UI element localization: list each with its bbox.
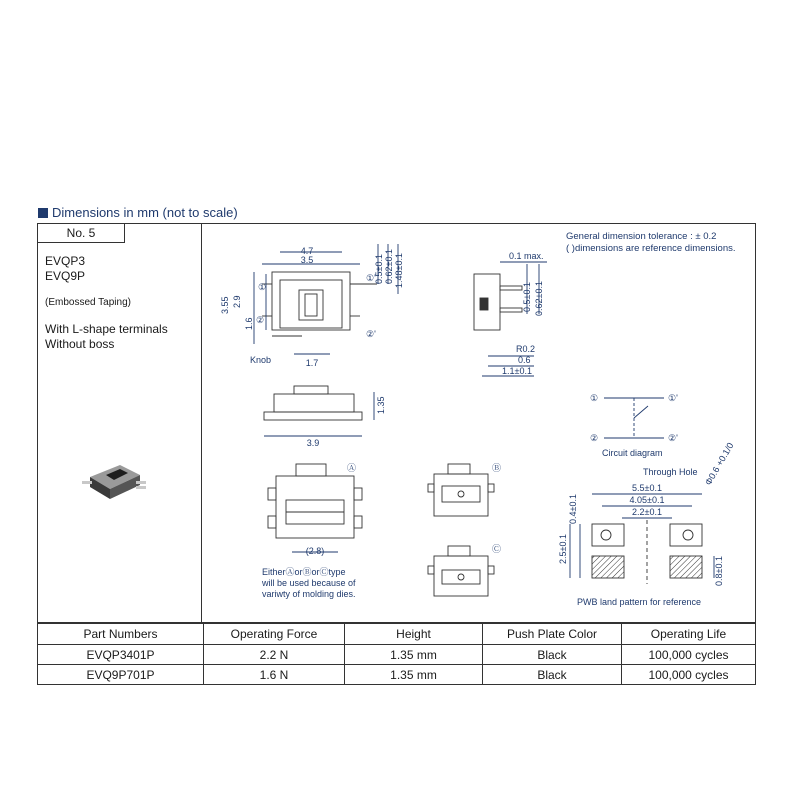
dim-label: 0.62±0.1 [384,249,394,284]
dim-label: 0.6 [518,355,531,365]
circuit-caption: Circuit diagram [602,448,663,458]
terminal-label: ② [590,433,599,443]
dim-label: 1.48±0.1 [394,253,404,288]
column-header: Height [345,624,483,645]
dim-label: 2.2±0.1 [632,507,662,517]
type-note-line: EitherⒶorⒷorⒸtype [262,567,346,577]
table-cell: Black [483,645,622,665]
dim-label: 0.4±0.1 [568,494,578,524]
table-header-row [38,624,756,645]
table-row [38,645,756,665]
terminal-label: ②' [668,433,678,443]
type-a-view [268,464,362,552]
model-list [45,254,85,284]
dim-label: 3.5 [300,255,314,265]
terminal-label: ①' [366,273,376,283]
table-cell: 1.35 mm [345,645,483,665]
dim-label: 5.5±0.1 [632,483,662,493]
feature-list [45,322,168,352]
table-cell: EVQ9P701P [38,665,204,685]
dim-label: 2.5±0.1 [558,534,568,564]
dim-label: 1.7 [305,358,319,368]
terminal-label: ① [258,282,267,292]
terminal-label: ① [590,393,599,403]
model-name: EVQP3 [45,254,86,268]
type-note-line: will be used because of [262,578,356,588]
product-photo [80,455,160,510]
spec-table [37,623,756,685]
section-heading [38,205,238,220]
square-bullet-icon [38,208,48,218]
column-header: Operating Life [622,624,756,645]
knob-label: Knob [250,355,272,365]
technical-drawing [202,224,755,622]
packaging-label: (Embossed Taping) [45,297,131,308]
dim-label: 0.5±0.1 [522,282,532,312]
table-cell: 1.35 mm [345,665,483,685]
type-label: Ⓒ [492,544,502,554]
dim-label: 3.55 [220,296,230,314]
dim-label: 4.05±0.1 [629,495,665,505]
dim-label: 2.9 [232,295,242,308]
side-view [474,262,547,376]
dim-label: R0.2 [516,344,536,354]
terminal-label: ①' [668,393,678,403]
land-caption: PWB land pattern for reference [577,597,702,607]
through-hole-label: Through Hole [643,467,698,477]
table-cell: 2.2 N [204,645,345,665]
front-view [264,386,374,436]
tolerance-text: General dimension tolerance : ± 0.2 [566,231,717,242]
terminal-label: ② [256,315,265,325]
feature-item: Without boss [45,337,115,351]
feature-item: With L-shape terminals [45,322,168,336]
column-header: Part Numbers [38,624,204,645]
dim-label: (2.8) [305,546,325,556]
dim-label: 0.62±0.1 [534,281,544,316]
table-cell: Black [483,665,622,685]
dim-label: Φ0.6 +0.1/0 [703,440,736,487]
terminal-label: ②' [366,329,376,339]
table-cell: 1.6 N [204,665,345,685]
type-note-line: variwty of molding dies. [262,589,356,599]
model-number-box: No. 5 [37,223,125,243]
dim-label: 0.5±0.1 [374,254,384,284]
dim-label: 0.8±0.1 [714,556,724,586]
type-label: Ⓐ [347,463,357,473]
column-header: Operating Force [204,624,345,645]
dim-label: 0.1 max. [509,251,544,261]
type-b-view [428,464,494,516]
dim-label: 1.6 [244,317,254,330]
table-cell: EVQP3401P [38,645,204,665]
circuit-diagram [604,398,664,438]
column-header: Push Plate Color [483,624,622,645]
model-name: EVQ9P [45,269,86,283]
heading-text: Dimensions in mm (not to scale) [52,205,238,220]
dim-label: 4.7 [300,246,314,256]
dim-label: 1.35 [376,396,386,414]
table-cell: 100,000 cycles [622,665,756,685]
type-label: Ⓑ [492,463,502,473]
dim-label: 3.9 [306,438,320,448]
dim-label: 1.1±0.1 [502,366,532,376]
table-cell: 100,000 cycles [622,645,756,665]
type-c-view [428,546,494,596]
table-row [38,665,756,685]
reference-text: ( )dimensions are reference dimensions. [566,243,736,254]
